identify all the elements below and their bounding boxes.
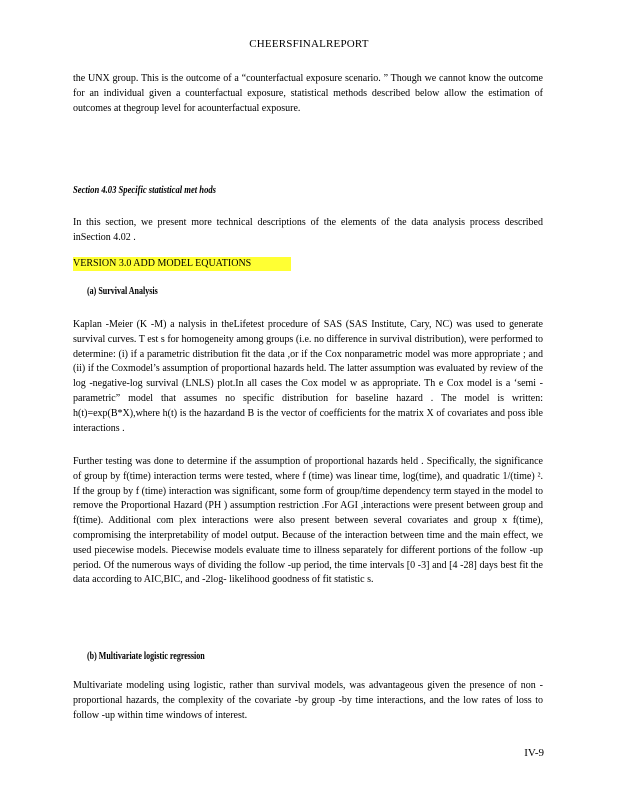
survival-analysis-heading: (a) Survival Analysis <box>87 286 158 297</box>
version-note-highlight: VERSION 3.0 ADD MODEL EQUATIONS <box>73 257 291 271</box>
section-heading: Section 4.03 Specific statistical met hods <box>73 184 216 196</box>
section-intro-paragraph: In this section, we present more technical descriptions of the elements of the data analysis process described inSection 4.02 . <box>73 217 543 243</box>
survival-paragraph-1: Kaplan -Meier (K -M) a nalysis in theLifetest procedure of SAS (SAS Institute, Cary, NC) was used to generate survival curves. T est s for homogeneity among groups (i.e. no difference in survival distribution), were performed to determine: (i) if a parametric distribution fit the data ,or if the Cox nonparametric model was more appropriate ; and (ii) if the Coxmodel’s assumption of proportional hazards held. The latter assumption was evaluated by review of the log -negative-log survival (LNLS) plot.In all cases the Cox model w as appropriate. Th e Cox model is a ‘semi -parametric” model that assumes no specific distribution for baseline hazard . The model is written: h(t)=exp(B*X),where h(t) is the hazardand B is the vector of coefficients for the matrix X of covariates and poss ible interactions . <box>73 319 543 434</box>
multivariate-heading: (b) Multivariate logistic regression <box>87 651 205 662</box>
intro-paragraph: the UNX group. This is the outcome of a “counterfactual exposure scenario. ” Though we cannot know the outcome for an individual given a counterfactual exposure, statistical methods described below allow the estimation of outcomes at thegroup level for acounterfactual exposure. <box>73 73 543 114</box>
multivariate-paragraph: Multivariate modeling using logistic, rather than survival models, was advantageous given the presence of non -proportional hazards, the complexity of the covariate -by group -by time interactions, and the low rates of loss to follow -up within time windows of interest. <box>73 680 543 721</box>
page-number: IV-9 <box>524 747 544 759</box>
survival-paragraph-2: Further testing was done to determine if the assumption of proportional hazards held . Specifically, the significance of group by f(time) interaction terms were tested, where f (time) was linear time, log(time), and quadratic 1/(time) ². If the group by f (time) interaction was significant, some form of group/time dependency term stayed in the model to remove the Proportional Hazard (PH ) assumption restriction .For AGI ,interactions were present between group and f(time). Additional com plex interactions were also present between several covariates and group x f(time), compromising the interpretability of model output. Because of the interaction between time and the main effect, we used piecewise models. Piecewise models evaluate time to illness separately for different portions of the follow -up period. Of the numerous ways of dividing the follow -up period, the time intervals [0 -3] and [4 -28] days best fit the data according to AIC,BIC, and -2log- likelihood goodness of fit statistic s. <box>73 456 543 586</box>
report-header: CHEERSFINALREPORT <box>249 38 369 50</box>
